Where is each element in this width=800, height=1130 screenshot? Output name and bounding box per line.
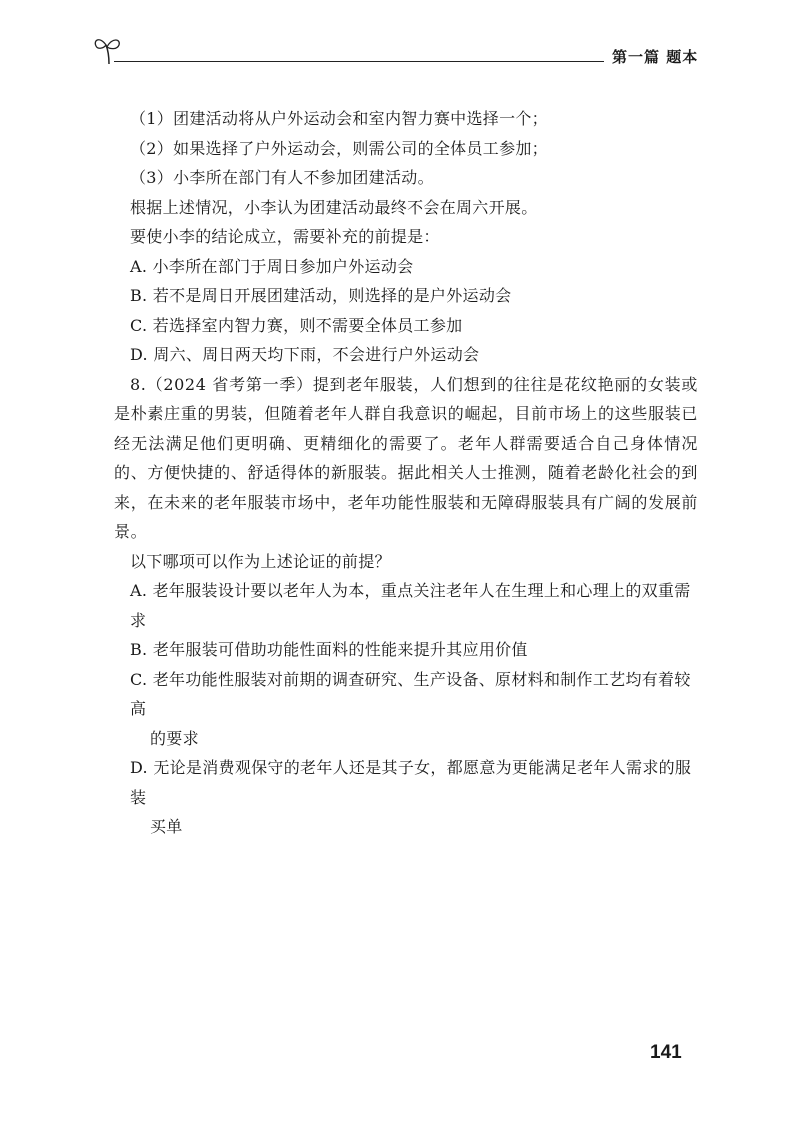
q8-option-d-continuation: 买单 — [150, 817, 183, 836]
q8-option-d-text: D. 无论是消费观保守的老年人还是其子女，都愿意为更能满足老年人需求的服装 — [130, 758, 692, 807]
condition-3: （3）小李所在部门有人不参加团建活动。 — [130, 168, 434, 187]
section-title: 第一篇 题本 — [612, 48, 699, 66]
page-header — [92, 34, 699, 74]
header-rule — [114, 61, 604, 62]
q8-option-c — [114, 665, 698, 754]
sprout-icon — [92, 34, 128, 68]
q7-prompt: 要使小李的结论成立，需要补充的前提是： — [130, 227, 440, 246]
q8-option-b-text: B. 老年服装可借助功能性面料的性能来提升其应用价值 — [130, 640, 528, 659]
q8-option-d — [114, 753, 698, 842]
q8-option-c-continuation: 的要求 — [150, 728, 199, 748]
q8-prompt: 以下哪项可以作为上述论证的前提？ — [130, 551, 391, 571]
q8-option-b — [114, 635, 698, 665]
q8-option-c-text: C. 老年功能性服装对前期的调查研究、生产设备、原材料和制作工艺均有着较高 — [130, 669, 691, 718]
condition-1: （1）团建活动将从户外运动会和室内智力赛中选择一个； — [130, 109, 548, 128]
page-number: 141 — [650, 1042, 682, 1063]
q8-option-a — [114, 576, 698, 635]
q8-stem: 8.（2024 省考第一季）提到老年服装，人们想到的往往是花纹艳丽的女装或是朴素庄重的男装，但随着老年人群自我意识的崛起，目前市场上的这些服装已经无法满足他们更明确、更精细化的需要了。老年人群需要适合自己身体情况的、方便快捷的、舒适得体的新服装。据此相关人士推测，随着老龄化社会的到来，在未来的老年服装市场中，老年功能性服装和无障碍服装具有广阔的发展前景。 — [114, 374, 698, 541]
q8-option-a-text: A. 老年服装设计要以老年人为本，重点关注老年人在生理上和心理上的双重需求 — [130, 581, 691, 630]
q7-option-d: D. 周六、周日两天均下雨，不会进行户外运动会 — [130, 345, 480, 364]
q7-option-c: C. 若选择室内智力赛，则不需要全体员工参加 — [130, 315, 463, 335]
q7-conclusion: 根据上述情况，小李认为团建活动最终不会在周六开展。 — [130, 197, 538, 217]
condition-2: （2）如果选择了户外运动会，则需公司的全体员工参加； — [130, 138, 548, 158]
q7-option-a: A. 小李所在部门于周日参加户外运动会 — [130, 256, 414, 276]
q7-option-b: B. 若不是周日开展团建活动，则选择的是户外运动会 — [130, 286, 512, 305]
page-content — [114, 104, 698, 842]
